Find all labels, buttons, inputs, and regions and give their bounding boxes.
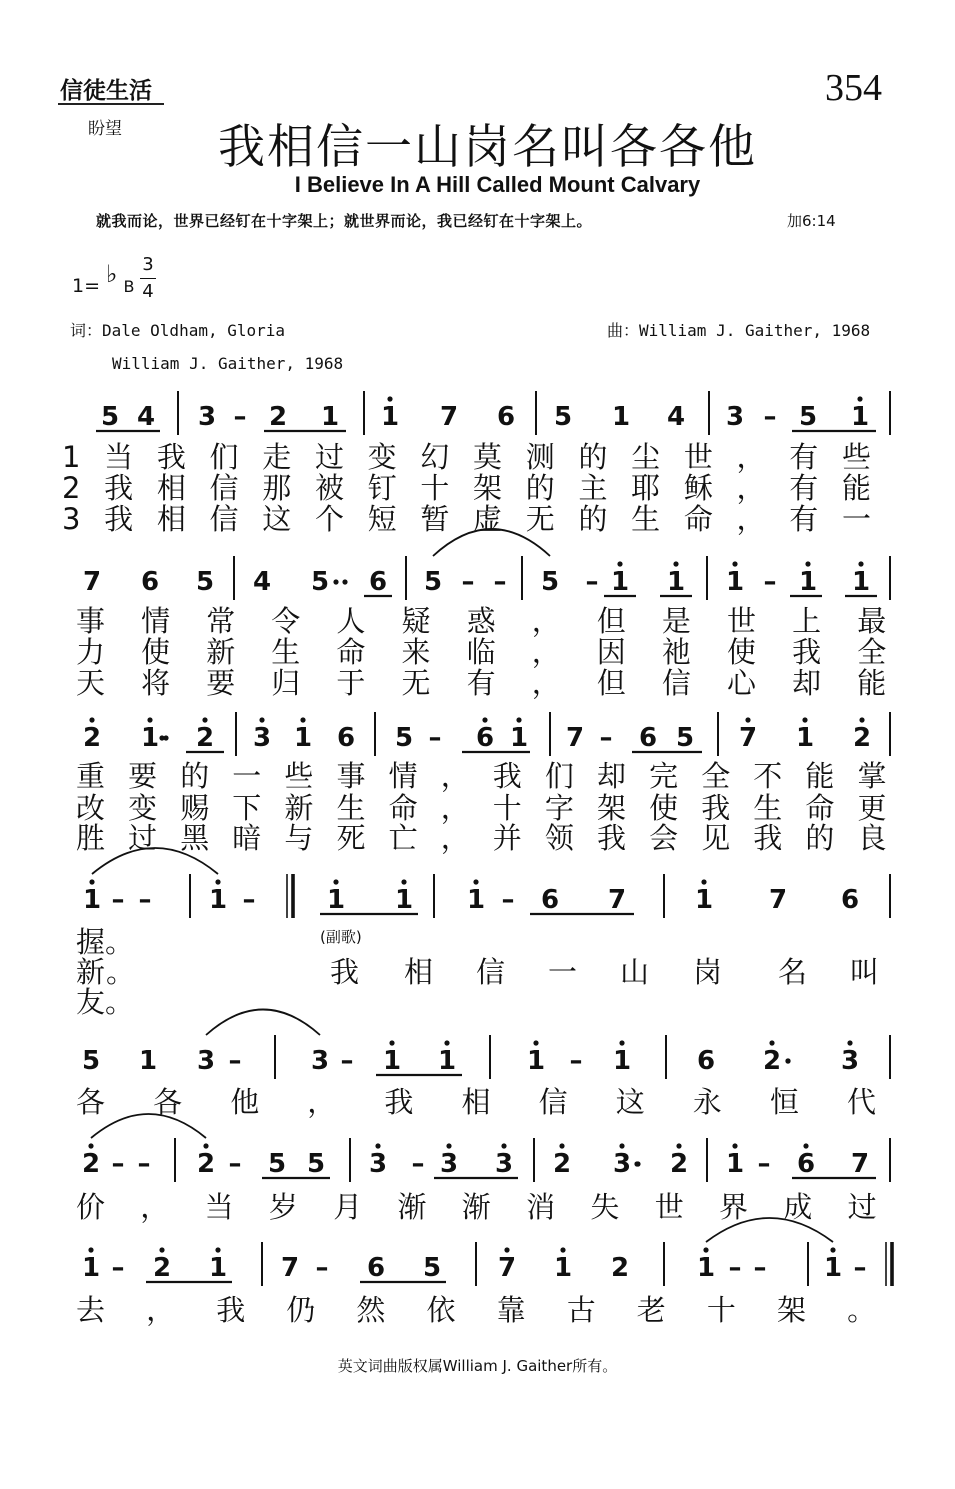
note: – [757,1149,771,1179]
note: 7 [768,885,788,915]
hymn-title-chinese: 我相信一山岗名叫各各他 [218,120,757,175]
note: 5 [306,1149,326,1179]
octave-dot [830,1247,835,1252]
copyright-notice: 英文词曲版权属William J. Gaither所有。 [337,1357,618,1375]
note: 1 [208,1253,228,1283]
octave-dot [300,717,305,722]
note: 6 [336,723,356,753]
note: 2 [195,723,215,753]
note: 2 [82,723,102,753]
octave-dot [203,1143,208,1148]
note: 2 [762,1046,782,1076]
note: – [228,1149,242,1179]
octave-dot [803,1143,808,1148]
note: 5 [310,567,330,597]
note: – [853,1253,867,1283]
augmentation-dot [785,1058,790,1063]
octave-dot [619,1143,624,1148]
octave-dot [745,717,750,722]
octave-dot [89,879,94,884]
note: – [242,885,256,915]
note: 1 [82,885,102,915]
note: 5 [100,402,120,432]
octave-dot [482,717,487,722]
note: – [493,567,507,597]
note: 2 [852,723,872,753]
note: – [228,1046,242,1076]
note: 2 [552,1149,572,1179]
octave-dot [805,561,810,566]
note: 1 [798,567,818,597]
note: 6 [638,723,658,753]
octave-dot [859,717,864,722]
note: 1 [725,567,745,597]
note: 3 [840,1046,860,1076]
octave-dot [858,561,863,566]
augmentation-dot [342,579,347,584]
note: – [753,1253,767,1283]
note: 1 [696,1253,716,1283]
octave-dot [676,1143,681,1148]
octave-dot [215,1247,220,1252]
octave-dot [501,1143,506,1148]
octave-dot [473,879,478,884]
note: 2 [610,1253,630,1283]
octave-dot [732,1143,737,1148]
note: 5 [553,402,573,432]
octave-dot [215,879,220,884]
note: 2 [268,402,288,432]
note: 4 [252,567,272,597]
note: – [569,1046,583,1076]
lyric-line: 力使新生命来临，因祂使我全 [76,635,923,669]
note: 6 [696,1046,716,1076]
lyric-line: 2我相信那被钉十架的主耶稣，有能 [62,471,895,505]
octave-dot [88,1247,93,1252]
note: 1 [509,723,529,753]
note: 7 [738,723,758,753]
octave-dot [673,561,678,566]
note: 7 [850,1149,870,1179]
note: 5 [423,567,443,597]
note: 1 [553,1253,573,1283]
note: 1 [326,885,346,915]
note: 1 [382,1046,402,1076]
note: 5 [422,1253,442,1283]
note: 1 [81,1253,101,1283]
lyric-line: 重要的一些事情，我们却完全不能掌 [76,759,910,793]
note: 5 [394,723,414,753]
lyric-line: 新。 我 相 信 一 山 岗 名 叫 [76,955,880,989]
note: 3 [196,1046,216,1076]
note: 3 [368,1149,388,1179]
note: – [111,1253,125,1283]
note: 6 [796,1149,816,1179]
note: 1 [526,1046,546,1076]
note: – [138,885,152,915]
note: – [599,723,613,753]
note: 5 [81,1046,101,1076]
note: 1 [612,1046,632,1076]
note: – [428,723,442,753]
lyric-line: 天将要归于无有，但信心却能 [76,666,923,700]
note: 3 [197,402,217,432]
augmentation-dot [159,735,164,740]
lyric-line: 友。 [76,985,135,1019]
note: 6 [366,1253,386,1283]
note: 3 [439,1149,459,1179]
note: 7 [280,1253,300,1283]
note: 5 [540,567,560,597]
note: – [111,1149,125,1179]
note: 2 [196,1149,216,1179]
note: 4 [136,402,156,432]
note: 1 [394,885,414,915]
scripture-reference: 加6:14 [787,212,836,230]
note: 7 [82,567,102,597]
octave-dot [857,396,862,401]
note: 5 [195,567,215,597]
note: 1 [293,723,313,753]
note: 4 [666,402,686,432]
octave-dot [560,1247,565,1252]
octave-dot [89,717,94,722]
lyric-line: 改变赐下新生命，十字架使我生命更 [76,791,910,825]
slur [206,1010,320,1036]
octave-dot [88,1143,93,1148]
note: 3 [494,1149,514,1179]
lyric-line: 握。 [76,925,135,959]
octave-dot [769,1040,774,1045]
note: – [501,885,515,915]
refrain-label: (副歌) [320,928,362,946]
category-label: 信徒生活 [60,77,152,104]
note: – [233,402,247,432]
lyrics-credit-continued: William J. Gaither, 1968 [112,354,344,373]
hymn-title-english: I Believe In A Hill Called Mount Calvary [294,172,701,197]
note: 1 [437,1046,457,1076]
octave-dot [533,1040,538,1045]
note: 6 [496,402,516,432]
octave-dot [333,879,338,884]
octave-dot [617,561,622,566]
hymn-number: 354 [825,67,882,109]
key-note: B [123,277,135,296]
note: 7 [439,402,459,432]
note: – [763,567,777,597]
augmentation-dot [333,579,338,584]
octave-dot [847,1040,852,1045]
note: 2 [152,1253,172,1283]
note: 1 [380,402,400,432]
note: 1 [320,402,340,432]
lyric-line: 3我相信这个短暂虚无的生命，有一 [62,502,895,536]
octave-dot [159,1247,164,1252]
note: 6 [840,885,860,915]
note: – [137,1149,151,1179]
note: 3 [725,402,745,432]
lyric-line: 各各他，我相信这永恒代 [76,1085,925,1119]
lyric-line: 事情常令人疑惑，但是世上最 [76,604,923,638]
note: 1 [795,723,815,753]
octave-dot [401,879,406,884]
lyric-line: 胜过黑暗与死亡，并领我会见我的良 [76,821,910,855]
augmentation-dot [634,1161,639,1166]
note: 6 [540,885,560,915]
note: 5 [267,1149,287,1179]
octave-dot [375,1143,380,1148]
octave-dot [446,1143,451,1148]
time-signature-bottom: 4 [142,281,154,302]
note: – [585,567,599,597]
key-prefix: 1= [72,275,101,297]
note: – [411,1149,425,1179]
lyric-line: 1当我们走过变幻莫测的尘世，有些 [62,440,895,474]
octave-dot [559,1143,564,1148]
lyrics-credit: 词：Dale Oldham, Gloria [70,321,286,340]
note: 3 [310,1046,330,1076]
note: – [461,567,475,597]
note: 6 [368,567,388,597]
note: 1 [694,885,714,915]
octave-dot [389,1040,394,1045]
note: – [728,1253,742,1283]
octave-dot [619,1040,624,1045]
note: 7 [565,723,585,753]
note: 6 [475,723,495,753]
lyric-line: 价，当岁月渐渐消失世界成过 [76,1190,912,1224]
octave-dot [701,879,706,884]
note: 1 [823,1253,843,1283]
note: 1 [851,567,871,597]
octave-dot [387,396,392,401]
note: 6 [140,567,160,597]
octave-dot [147,717,152,722]
octave-dot [516,717,521,722]
octave-dot [202,717,207,722]
note: 2 [669,1149,689,1179]
note: – [763,402,777,432]
note: 1 [140,723,160,753]
note: 1 [466,885,486,915]
note: 1 [610,567,630,597]
note: 1 [138,1046,158,1076]
octave-dot [259,717,264,722]
note: 5 [675,723,695,753]
octave-dot [732,561,737,566]
lyric-line: 去，我仍然依靠古老十架。 [76,1293,918,1327]
music-credit: 曲：William J. Gaither, 1968 [607,321,871,340]
note: 3 [612,1149,632,1179]
note: 7 [607,885,627,915]
note: – [340,1046,354,1076]
subcategory-label: 盼望 [88,119,122,139]
octave-dot [802,717,807,722]
flat-symbol: ♭ [106,260,118,288]
octave-dot [444,1040,449,1045]
scripture-verse: 就我而论，世界已经钉在十字架上；就世界而论，我已经钉在十字架上。 [96,212,593,230]
note: 1 [666,567,686,597]
note: 3 [252,723,272,753]
note: 2 [81,1149,101,1179]
time-signature-top: 3 [140,252,156,279]
octave-dot [504,1247,509,1252]
note: 1 [611,402,631,432]
note: 7 [497,1253,517,1283]
note: – [315,1253,329,1283]
octave-dot [703,1247,708,1252]
note: 1 [725,1149,745,1179]
note: 1 [850,402,870,432]
note: 5 [798,402,818,432]
note: 1 [208,885,228,915]
note: – [111,885,125,915]
